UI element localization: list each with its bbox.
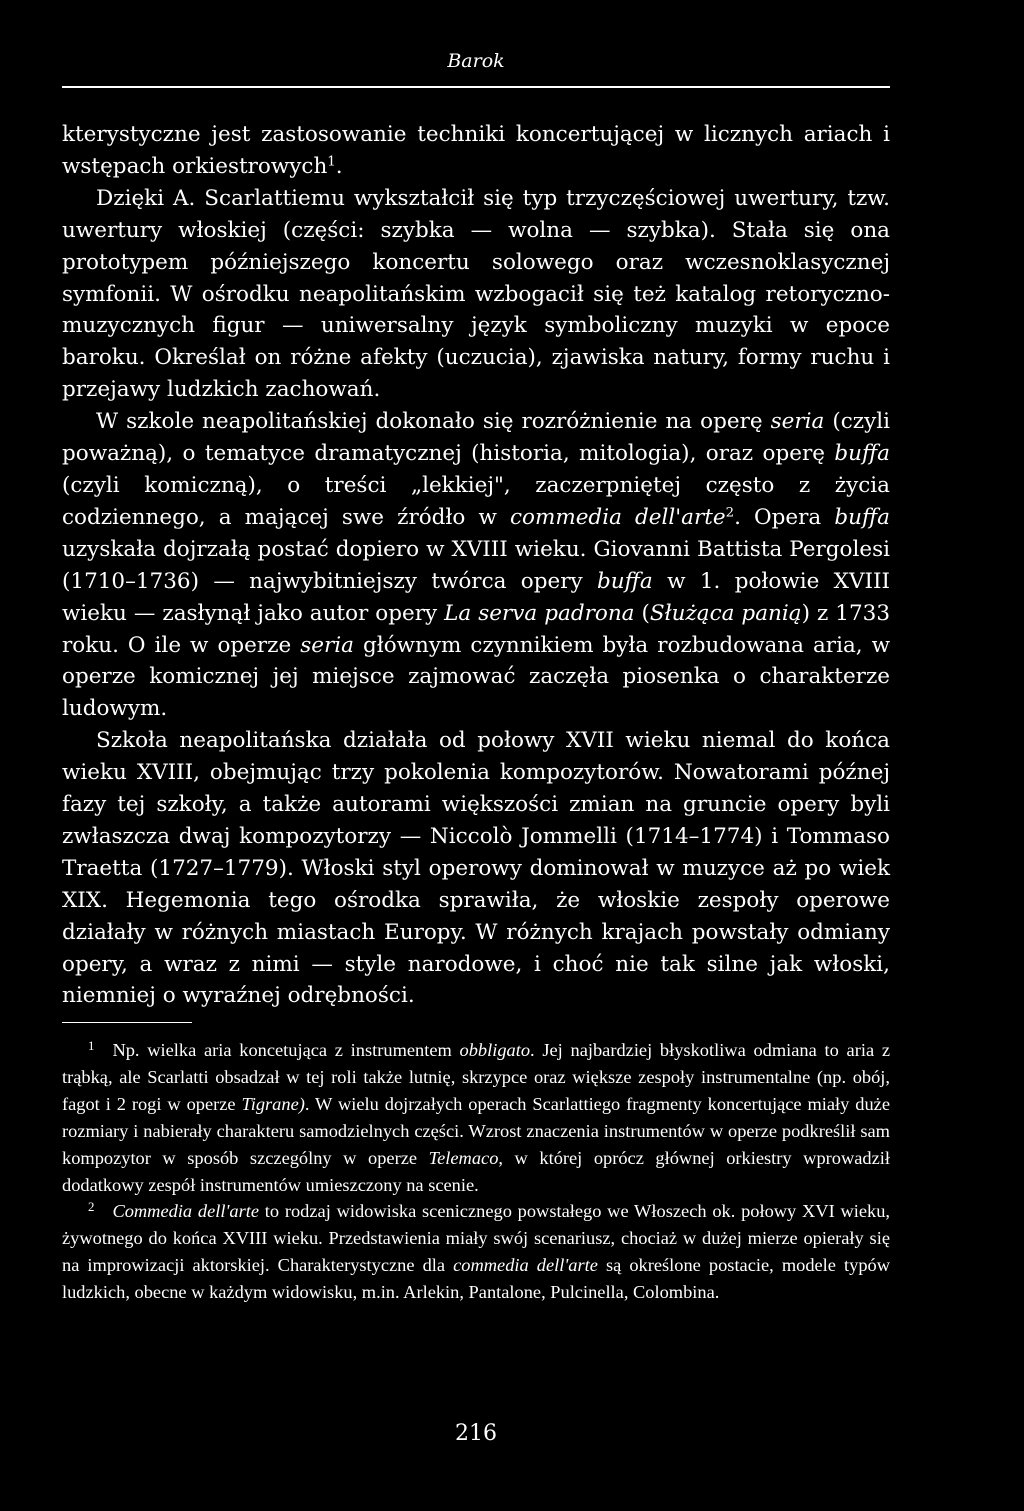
text-run: . W wielu dojrzałych operach Scarlattiego fragmenty koncertujące miały duże rozmiary i nabierały charakteru samodzielnych części. Wzrost znaczenia instrumentów w operze podkreślił sam kompozytor w sposób szczególny w operze [62,1093,890,1168]
italic-run: seria [300,632,354,658]
text-run: ) z 1733 roku. O ile w operze [62,600,890,658]
italic-run: Commedia dell'arte [112,1201,260,1222]
text-run: są określone postacie, modele typów ludzkich, obecne w każdym widowisku, m.in. Arlekin, Pantalone, Pulcinella, Colombina. [62,1255,890,1303]
footnote-rule [62,1022,192,1023]
text-run: ( [634,600,650,626]
text-run: (czyli komiczną), o treści „lekkiej", zaczerpniętej często z życia codziennego, a mającej swe źródło w [62,472,890,530]
text-run: . Jej najbardziej błyskotliwa odmiana to aria z trąbką, ale Scarlatti obsadzał w tej roli także lutnię, skrzypce oraz większe zespoły instrumentalne (np. obój, fagot i 2 rogi w operze [62,1040,890,1114]
paragraph [62,183,890,406]
text-run: Szkoła neapolitańska działała od połowy XVII wieku niemal do końca wieku XVIII, obejmując trzy pokolenia kompozytorów. Nowatorami późnej fazy tej szkoły, a także autorami większości zmian na gruncie opery byli zwłaszcza dwaj kompozytorzy — Niccolò Jommelli (1714–1774) i Tommaso Traetta (1727–1779). Włoski styl operowy dominował w muzyce aż po wiek XIX. Hegemonia tego ośrodka sprawiła, że włoskie zespoły operowe działały w różnych miastach Europy. W różnych krajach powstały odmiany opery, a wraz z nimi — style narodowe, i choć nie tak silne jak włoski, niemniej o wyraźnej odrębności. [62,728,890,1009]
text-run: . Opera [734,504,835,530]
running-head: Barok [447,50,505,72]
main-text [62,119,890,1012]
text-run: w 1. połowie XVIII wieku — zasłynął jako autor opery [62,568,890,626]
italic-run: Tigrane) [241,1093,305,1114]
text-run: kterystyczne jest zastosowanie techniki koncertującej w licznych ariach i wstępach orkiestrowych [62,122,890,179]
italic-run: commedia dell'arte [453,1255,598,1276]
italic-run: commedia dell'arte [509,504,726,530]
paragraph [62,119,890,183]
footnote-number: 2 [88,1200,95,1214]
text-run: Np. wielka aria koncetująca z instrumentem [112,1040,460,1060]
text-run: . [335,153,343,179]
italic-run: buffa [597,568,653,594]
text-run: W szkole neapolitańskiej dokonało się rozróżnienie na operę [96,409,771,435]
header-rule [62,86,890,88]
italic-run: buffa [834,441,890,467]
page-number: 216 [455,1421,497,1446]
paragraph [62,406,890,725]
italic-run: obbligato [459,1040,531,1060]
footnotes [62,1037,890,1306]
footnote [62,1037,890,1198]
text-run: (czyli poważną), o tematyce dramatycznej (historia, mitologia), oraz operę [62,409,890,467]
footnote [62,1198,890,1306]
text-run: Dzięki A. Scarlattiemu wykształcił się typ trzyczęściowej uwertury, tzw. uwertury włoskiej (części: szybka — wolna — szybka). Stała się ona prototypem późniejszego koncertu solowego oraz wczesnoklasycznej symfonii. W ośrodku neapolitańskim wzbogacił się też katalog retoryczno-muzycznych figur — uniwersalny język symboliczny muzyki w epoce baroku. Określał on różne afekty (uczucia), zjawiska natury, formy ruchu i przejawy ludzkich zachowań. [62,185,890,403]
italic-run: La serva padrona [444,600,635,626]
italic-run: Służąca panią [649,600,802,626]
text-run: to rodzaj widowiska scenicznego powstałego we Włoszech ok. połowy XVI wieku, żywotnego do końca XVIII wieku. Przedstawienia miały swój scenariusz, chociaż w dużej mierze opierały się na improwizacji aktorskiej. Charakterystyczne dla [62,1201,890,1276]
text-run: , w której oprócz głównej orkiestry wprowadził dodatkowy zespół instrumentów umieszczony na scenie. [62,1147,890,1195]
footnote-reference: 2 [725,505,735,521]
text-run: uzyskała dojrzałą postać dopiero w XVIII wieku. Giovanni Battista Pergolesi (1710–1736) — najwybitniejszy twórca opery [62,536,890,594]
italic-run: seria [770,409,825,435]
footnote-number: 1 [88,1038,95,1053]
paragraph [62,725,890,1012]
text-run: głównym czynnikiem była rozbudowana aria, w operze komicznej jej miejsce zajmować zaczęła piosenka o charakterze ludowym. [62,632,891,722]
italic-run: buffa [834,504,891,530]
italic-run: Telemaco [428,1147,499,1168]
footnote-reference: 1 [327,154,336,170]
